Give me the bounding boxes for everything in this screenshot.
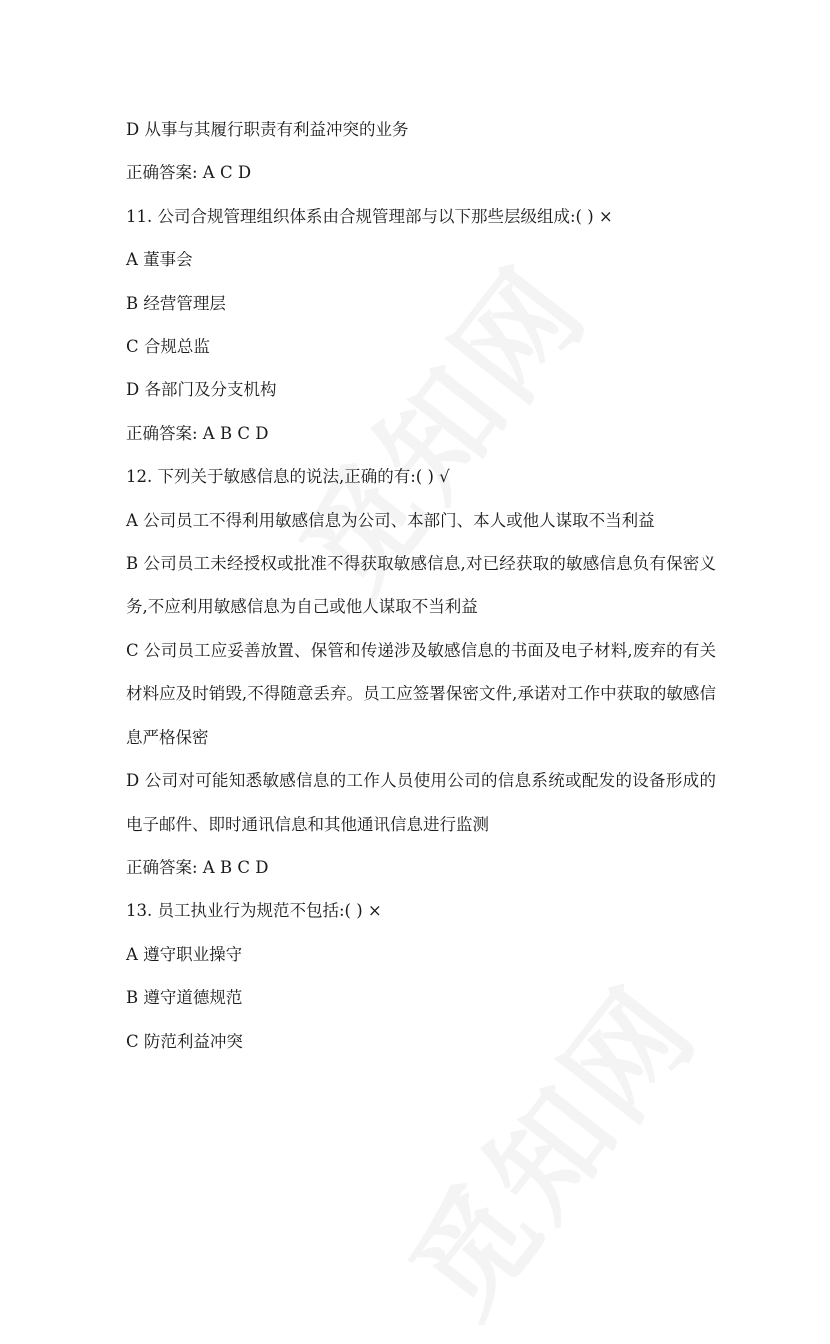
option-c: C 合规总监 (126, 337, 210, 357)
correct-answer: 正确答案: A B C D (126, 857, 269, 877)
question-13: 13. 员工执业行为规范不包括:( ) × (126, 901, 382, 921)
option-c: C 防范利益冲突 (126, 1031, 243, 1051)
option-d: D 公司对可能知悉敏感信息的工作人员使用公司的信息系统或配发的设备形成的电子邮件、即时通讯信息和其他通讯信息进行监测 (126, 771, 716, 834)
option-a: A 公司员工不得利用敏感信息为公司、本部门、本人或他人谋取不当利益 (126, 510, 655, 530)
option-d: D 各部门及分支机构 (126, 380, 277, 400)
question-12: 12. 下列关于敏感信息的说法,正确的有:( ) √ (126, 467, 450, 487)
correct-answer: 正确答案: A B C D (126, 423, 269, 443)
question-11: 11. 公司合规管理组织体系由合规管理部与以下那些层级组成:( ) × (126, 206, 613, 226)
option-a: A 董事会 (126, 250, 193, 270)
document-body (126, 108, 716, 1063)
option-b: B 经营管理层 (126, 293, 226, 313)
option-a: A 遵守职业操守 (126, 944, 243, 964)
option-b: B 遵守道德规范 (126, 988, 243, 1008)
option-b: B 公司员工未经授权或批准不得获取敏感信息,对已经获取的敏感信息负有保密义务,不应利用敏感信息为自己或他人谋取不当利益 (126, 554, 716, 617)
option-d: D 从事与其履行职责有利益冲突的业务 (126, 120, 409, 139)
correct-answer: 正确答案: A C D (126, 163, 252, 183)
option-c: C 公司员工应妥善放置、保管和传递涉及敏感信息的书面及电子材料,废弃的有关材料应及时销毁,不得随意丢弃。员工应签署保密文件,承诺对工作中获取的敏感信息严格保密 (126, 640, 716, 747)
